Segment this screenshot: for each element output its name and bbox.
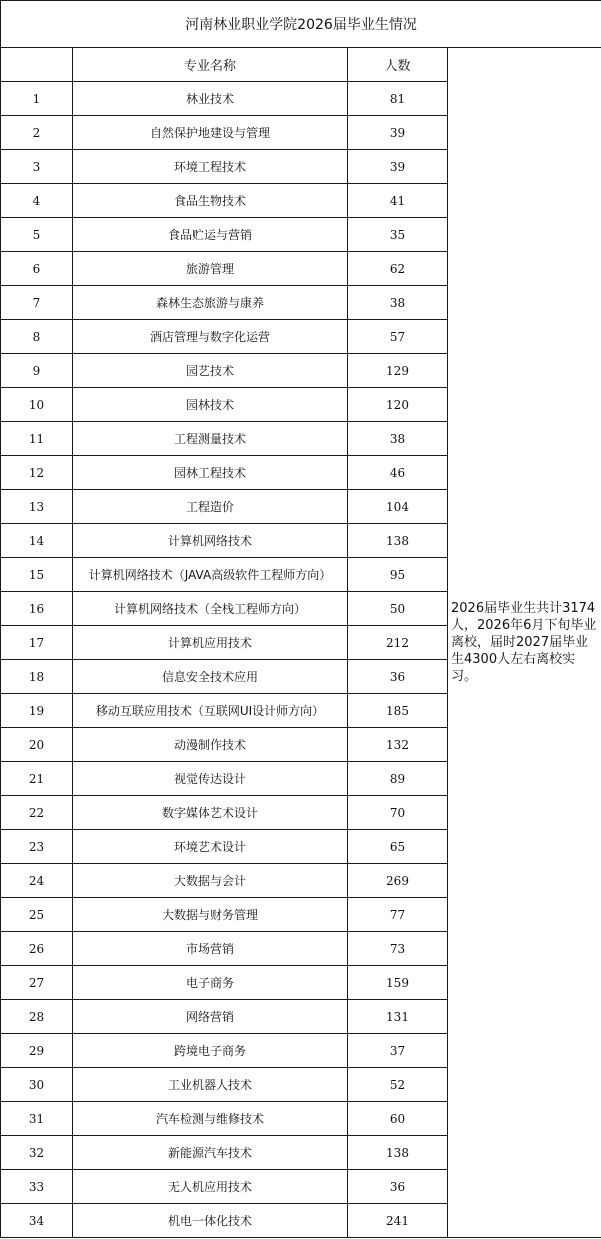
row-major: 旅游管理 <box>73 252 348 286</box>
graduation-note: 2026届毕业生共计3174人，2026年6月下旬毕业离校，届时2027届毕业生4300人左右离校实习。 <box>451 601 597 684</box>
row-index: 30 <box>1 1068 73 1102</box>
row-count: 57 <box>348 320 448 354</box>
row-index: 10 <box>1 388 73 422</box>
row-count: 89 <box>348 762 448 796</box>
row-index: 6 <box>1 252 73 286</box>
row-major: 园艺技术 <box>73 354 348 388</box>
row-index: 32 <box>1 1136 73 1170</box>
row-count: 36 <box>348 1170 448 1204</box>
row-count: 39 <box>348 116 448 150</box>
row-major: 数字媒体艺术设计 <box>73 796 348 830</box>
row-major: 市场营销 <box>73 932 348 966</box>
row-count: 104 <box>348 490 448 524</box>
row-major: 视觉传达设计 <box>73 762 348 796</box>
row-count: 73 <box>348 932 448 966</box>
row-index: 31 <box>1 1102 73 1136</box>
row-index: 25 <box>1 898 73 932</box>
row-major: 食品贮运与营销 <box>73 218 348 252</box>
row-index: 8 <box>1 320 73 354</box>
row-index: 22 <box>1 796 73 830</box>
row-count: 41 <box>348 184 448 218</box>
row-count: 38 <box>348 422 448 456</box>
row-index: 20 <box>1 728 73 762</box>
row-major: 汽车检测与维修技术 <box>73 1102 348 1136</box>
row-major: 计算机网络技术（全栈工程师方向） <box>73 592 348 626</box>
row-count: 138 <box>348 524 448 558</box>
row-count: 77 <box>348 898 448 932</box>
row-major: 大数据与财务管理 <box>73 898 348 932</box>
major-header: 专业名称 <box>73 48 348 82</box>
row-index: 1 <box>1 82 73 116</box>
row-index: 3 <box>1 150 73 184</box>
row-major: 环境工程技术 <box>73 150 348 184</box>
row-index: 34 <box>1 1204 73 1238</box>
row-major: 网络营销 <box>73 1000 348 1034</box>
row-count: 35 <box>348 218 448 252</box>
row-index: 26 <box>1 932 73 966</box>
row-major: 大数据与会计 <box>73 864 348 898</box>
row-count: 185 <box>348 694 448 728</box>
table-title: 河南林业职业学院2026届毕业生情况 <box>1 1 601 48</box>
row-index: 27 <box>1 966 73 1000</box>
row-count: 138 <box>348 1136 448 1170</box>
row-index: 17 <box>1 626 73 660</box>
row-major: 林业技术 <box>73 82 348 116</box>
row-major: 电子商务 <box>73 966 348 1000</box>
row-count: 120 <box>348 388 448 422</box>
row-count: 36 <box>348 660 448 694</box>
row-count: 60 <box>348 1102 448 1136</box>
row-major: 工程造价 <box>73 490 348 524</box>
row-count: 132 <box>348 728 448 762</box>
row-count: 52 <box>348 1068 448 1102</box>
row-major: 信息安全技术应用 <box>73 660 348 694</box>
row-index: 12 <box>1 456 73 490</box>
row-index: 9 <box>1 354 73 388</box>
row-count: 159 <box>348 966 448 1000</box>
row-index: 24 <box>1 864 73 898</box>
index-header <box>1 48 73 82</box>
row-index: 14 <box>1 524 73 558</box>
row-major: 工业机器人技术 <box>73 1068 348 1102</box>
row-major: 跨境电子商务 <box>73 1034 348 1068</box>
row-major: 森林生态旅游与康养 <box>73 286 348 320</box>
row-major: 环境艺术设计 <box>73 830 348 864</box>
row-count: 70 <box>348 796 448 830</box>
row-index: 7 <box>1 286 73 320</box>
row-index: 11 <box>1 422 73 456</box>
row-index: 4 <box>1 184 73 218</box>
row-major: 园林技术 <box>73 388 348 422</box>
row-index: 5 <box>1 218 73 252</box>
row-count: 81 <box>348 82 448 116</box>
row-major: 酒店管理与数字化运营 <box>73 320 348 354</box>
row-count: 39 <box>348 150 448 184</box>
row-count: 269 <box>348 864 448 898</box>
row-major: 无人机应用技术 <box>73 1170 348 1204</box>
count-header: 人数 <box>348 48 448 82</box>
row-index: 2 <box>1 116 73 150</box>
row-major: 工程测量技术 <box>73 422 348 456</box>
row-count: 50 <box>348 592 448 626</box>
row-index: 16 <box>1 592 73 626</box>
row-count: 241 <box>348 1204 448 1238</box>
header-row <box>1 48 601 82</box>
row-index: 28 <box>1 1000 73 1034</box>
row-count: 212 <box>348 626 448 660</box>
note-cell <box>448 48 601 1238</box>
row-major: 新能源汽车技术 <box>73 1136 348 1170</box>
row-index: 15 <box>1 558 73 592</box>
row-index: 18 <box>1 660 73 694</box>
row-index: 21 <box>1 762 73 796</box>
row-major: 计算机应用技术 <box>73 626 348 660</box>
row-index: 23 <box>1 830 73 864</box>
row-count: 46 <box>348 456 448 490</box>
row-major: 食品生物技术 <box>73 184 348 218</box>
row-count: 129 <box>348 354 448 388</box>
row-major: 机电一体化技术 <box>73 1204 348 1238</box>
row-count: 38 <box>348 286 448 320</box>
row-count: 131 <box>348 1000 448 1034</box>
row-major: 计算机网络技术 <box>73 524 348 558</box>
row-major: 移动互联应用技术（互联网UI设计师方向） <box>73 694 348 728</box>
row-count: 62 <box>348 252 448 286</box>
row-count: 37 <box>348 1034 448 1068</box>
row-major: 园林工程技术 <box>73 456 348 490</box>
row-major: 自然保护地建设与管理 <box>73 116 348 150</box>
row-index: 13 <box>1 490 73 524</box>
title-row <box>1 1 601 48</box>
row-count: 95 <box>348 558 448 592</box>
row-index: 19 <box>1 694 73 728</box>
row-index: 29 <box>1 1034 73 1068</box>
row-index: 33 <box>1 1170 73 1204</box>
row-major: 动漫制作技术 <box>73 728 348 762</box>
row-count: 65 <box>348 830 448 864</box>
table-body <box>1 1 601 1238</box>
row-major: 计算机网络技术（JAVA高级软件工程师方向） <box>73 558 348 592</box>
